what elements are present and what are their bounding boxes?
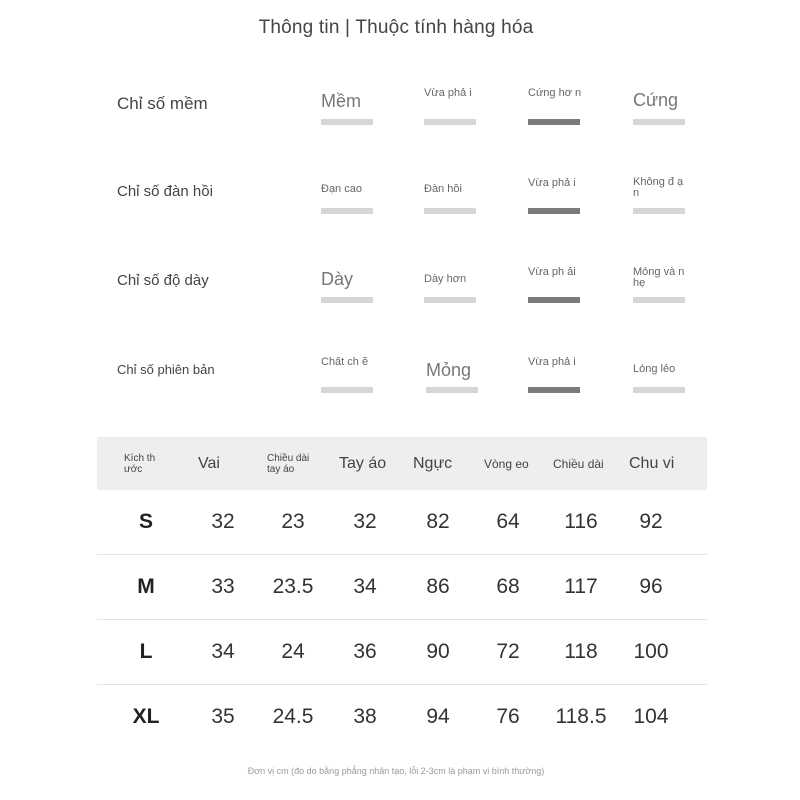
column-header-sleeve-length: Chiều dài tay áo bbox=[267, 452, 310, 475]
table-cell: 32 bbox=[353, 510, 377, 533]
attribute-option-label: Lỏng lẻo bbox=[633, 364, 676, 375]
attribute-option-label: Cứng hơ n bbox=[528, 88, 582, 99]
attribute-option bbox=[321, 357, 375, 381]
table-cell: 35 bbox=[211, 705, 235, 728]
attribute-row-softness bbox=[0, 85, 800, 145]
column-header-sleeve: Tay áo bbox=[339, 454, 387, 472]
table-cell: 90 bbox=[426, 640, 450, 663]
attribute-label: Chỉ số phiên bản bbox=[117, 362, 215, 377]
attribute-option-bar bbox=[528, 297, 580, 303]
attribute-option-label: Mỏng bbox=[426, 360, 472, 380]
attribute-option-bar bbox=[424, 297, 476, 303]
attribute-option-label: Vừa ph ải bbox=[528, 267, 576, 278]
attribute-option bbox=[424, 274, 478, 298]
attribute-row-elasticity bbox=[0, 174, 800, 234]
attribute-option-label: Dày bbox=[321, 269, 354, 289]
attribute-option-bar bbox=[321, 119, 373, 125]
table-cell: 92 bbox=[639, 510, 663, 533]
attribute-option bbox=[633, 364, 687, 388]
attribute-label: Chỉ số đàn hồi bbox=[117, 183, 213, 200]
attribute-option-selected bbox=[528, 357, 582, 381]
table-cell: 118.5 bbox=[555, 705, 607, 728]
table-cell: 72 bbox=[496, 640, 520, 663]
attribute-option bbox=[633, 177, 687, 201]
table-cell: 82 bbox=[426, 510, 450, 533]
attribute-option-label: Đàn hồi bbox=[424, 184, 462, 195]
table-cell-size: XL bbox=[132, 705, 160, 728]
attribute-option-selected bbox=[528, 88, 582, 112]
table-cell: 94 bbox=[426, 705, 450, 728]
table-cell: 86 bbox=[426, 575, 450, 598]
table-cell: 24 bbox=[281, 640, 305, 663]
attribute-option-bar bbox=[633, 387, 685, 393]
table-cell: 34 bbox=[211, 640, 235, 663]
attribute-option-bar bbox=[321, 297, 373, 303]
table-cell: 34 bbox=[353, 575, 377, 598]
measurement-footnote: Đơn vị cm (đo do bằng phẳng nhân tạo, lỗi 2-3cm là phạm vi bình thường) bbox=[247, 766, 545, 776]
attribute-option-label: Mềm bbox=[321, 91, 361, 111]
column-header-waist: Vòng eo bbox=[484, 456, 529, 471]
column-header-length: Chiều dài bbox=[553, 456, 604, 471]
attribute-option-label: Vừa phả i bbox=[528, 357, 576, 368]
attribute-row-thickness bbox=[0, 263, 800, 323]
table-cell: 38 bbox=[353, 705, 377, 728]
table-cell: 104 bbox=[633, 705, 669, 728]
table-cell: 96 bbox=[639, 575, 663, 598]
attribute-option-bar bbox=[528, 387, 580, 393]
attribute-option-bar bbox=[321, 387, 373, 393]
column-header-circumference: Chu vi bbox=[629, 454, 675, 472]
table-cell: 116 bbox=[564, 510, 598, 533]
table-row bbox=[97, 619, 707, 684]
attribute-option-bar bbox=[633, 297, 685, 303]
table-cell: 68 bbox=[496, 575, 520, 598]
attribute-option-label: Dày hơn bbox=[424, 274, 467, 285]
attribute-option-label: Cứng bbox=[633, 90, 679, 110]
table-cell: 36 bbox=[353, 640, 377, 663]
attribute-option-bar bbox=[633, 208, 685, 214]
size-table-header bbox=[97, 437, 707, 490]
table-cell: 24.5 bbox=[272, 705, 314, 728]
table-cell-size: S bbox=[138, 510, 153, 533]
table-cell: 23 bbox=[281, 510, 305, 533]
attribute-option-label: Vừa phả i bbox=[424, 88, 472, 99]
table-cell: 117 bbox=[564, 575, 598, 598]
table-cell: 64 bbox=[496, 510, 520, 533]
attribute-option-bar bbox=[424, 119, 476, 125]
table-cell: 76 bbox=[496, 705, 520, 728]
attribute-option-label: Vừa phả i bbox=[528, 178, 576, 189]
attribute-option-label: Không đ ạn bbox=[633, 177, 684, 199]
attribute-option-bar bbox=[528, 208, 580, 214]
attribute-option bbox=[426, 360, 480, 384]
size-table bbox=[97, 437, 707, 749]
column-header-shoulder: Vai bbox=[198, 454, 220, 472]
table-cell: 32 bbox=[211, 510, 235, 533]
table-row bbox=[97, 554, 707, 619]
attribute-option bbox=[321, 184, 375, 208]
attribute-option-label: Đạn cao bbox=[321, 184, 362, 195]
column-header-size: Kích th ước bbox=[124, 452, 156, 475]
attribute-option-bar bbox=[633, 119, 685, 125]
attribute-option-label: Chất ch ẽ bbox=[321, 357, 369, 368]
table-cell: 33 bbox=[211, 575, 235, 598]
attribute-option-selected bbox=[528, 178, 582, 202]
attribute-option bbox=[633, 90, 687, 114]
table-row bbox=[97, 490, 707, 554]
table-cell: 118 bbox=[564, 640, 598, 663]
attribute-option bbox=[321, 269, 375, 293]
attribute-label: Chỉ số mềm bbox=[117, 94, 208, 113]
attribute-option-bar bbox=[528, 119, 580, 125]
attribute-option-bar bbox=[426, 387, 478, 393]
attribute-option-label: Mỏng và nhẹ bbox=[633, 267, 685, 289]
attribute-option-bar bbox=[424, 208, 476, 214]
attribute-option bbox=[424, 88, 478, 112]
table-cell: 23.5 bbox=[272, 575, 314, 598]
table-row bbox=[97, 684, 707, 749]
table-cell: 100 bbox=[633, 640, 669, 663]
attribute-option-selected bbox=[528, 267, 582, 291]
table-cell-size: L bbox=[139, 640, 153, 663]
column-header-chest: Ngực bbox=[413, 454, 453, 472]
attribute-label: Chỉ số độ dày bbox=[117, 272, 209, 289]
attribute-option-bar bbox=[321, 208, 373, 214]
page-title: Thông tin | Thuộc tính hàng hóa bbox=[258, 17, 534, 38]
attribute-option bbox=[321, 91, 375, 115]
attribute-option bbox=[424, 184, 478, 208]
attribute-row-fit bbox=[0, 353, 800, 413]
attribute-option bbox=[633, 267, 687, 291]
table-cell-size: M bbox=[137, 575, 155, 598]
